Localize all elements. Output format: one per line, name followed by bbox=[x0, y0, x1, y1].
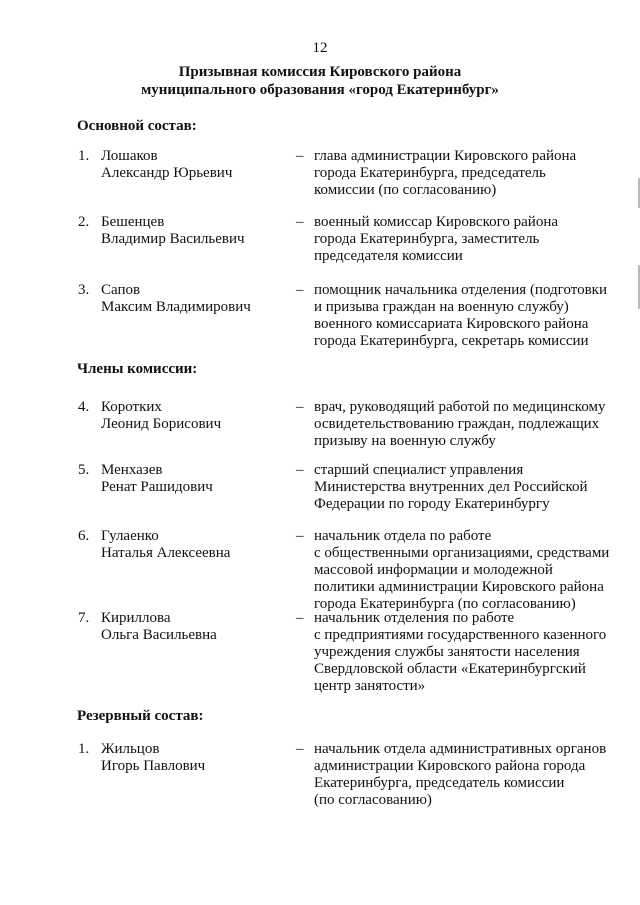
position-line: военный комиссар Кировского района bbox=[314, 214, 559, 230]
member-surname: Гулаенко bbox=[101, 528, 159, 544]
member-position bbox=[314, 741, 622, 809]
entry-dash: – bbox=[296, 610, 304, 626]
position-line: города Екатеринбурга (по согласованию) bbox=[314, 596, 576, 612]
title-line-1: Призывная комиссия Кировского района bbox=[178, 64, 462, 80]
position-line: администрации Кировского района города bbox=[314, 758, 586, 774]
member-name bbox=[101, 148, 232, 182]
member-surname: Бешенцев bbox=[101, 214, 165, 230]
section-main-heading: Основной состав: bbox=[77, 118, 197, 134]
member-surname: Коротких bbox=[101, 399, 162, 415]
member-position bbox=[314, 528, 622, 613]
member-position bbox=[314, 399, 622, 450]
member-name bbox=[101, 610, 217, 644]
member-surname: Менхазев bbox=[101, 462, 163, 478]
entry-number: 2. bbox=[78, 214, 90, 230]
position-line: Федерации по городу Екатеринбургу bbox=[314, 496, 550, 512]
position-line: и призыва граждан на военную службу) bbox=[314, 299, 569, 315]
entry-number: 6. bbox=[78, 528, 90, 544]
position-line: центр занятости» bbox=[314, 678, 426, 694]
position-line: города Екатеринбурга, заместитель bbox=[314, 231, 540, 247]
entry-dash: – bbox=[296, 214, 304, 230]
position-line: начальник отделения по работе bbox=[314, 610, 515, 626]
entry-dash: – bbox=[296, 399, 304, 415]
entry-number: 7. bbox=[78, 610, 90, 626]
section-reserve-heading: Резервный состав: bbox=[77, 708, 204, 724]
position-line: политики администрации Кировского района bbox=[314, 579, 604, 595]
member-position bbox=[314, 148, 622, 199]
page-number: 12 bbox=[312, 40, 328, 56]
entry-number: 3. bbox=[78, 282, 90, 298]
member-surname: Лошаков bbox=[101, 148, 158, 164]
entry-dash: – bbox=[296, 148, 304, 164]
member-given-names: Наталья Алексеевна bbox=[101, 545, 231, 561]
member-name bbox=[101, 741, 205, 775]
entry-dash: – bbox=[296, 462, 304, 478]
member-name bbox=[101, 282, 251, 316]
position-line: военного комиссариата Кировского района bbox=[314, 316, 589, 332]
member-position bbox=[314, 214, 622, 265]
member-given-names: Владимир Васильевич bbox=[101, 231, 245, 247]
section-members-heading: Члены комиссии: bbox=[77, 361, 198, 377]
position-line: Екатеринбурга, председатель комиссии bbox=[314, 775, 565, 791]
member-position bbox=[314, 282, 622, 350]
member-position bbox=[314, 462, 622, 513]
member-surname: Сапов bbox=[101, 282, 141, 298]
position-line: освидетельствованию граждан, подлежащих bbox=[314, 416, 600, 432]
position-line: врач, руководящий работой по медицинскому bbox=[314, 399, 606, 415]
entry-dash: – bbox=[296, 282, 304, 298]
member-given-names: Ольга Васильевна bbox=[101, 627, 217, 643]
position-line: массовой информации и молодежной bbox=[314, 562, 553, 578]
position-line: учреждения службы занятости населения bbox=[314, 644, 580, 660]
member-given-names: Максим Владимирович bbox=[101, 299, 251, 315]
position-line: с общественными организациями, средствами bbox=[314, 545, 610, 561]
entry-number: 4. bbox=[78, 399, 90, 415]
member-given-names: Александр Юрьевич bbox=[101, 165, 233, 181]
position-line: старший специалист управления bbox=[314, 462, 524, 478]
member-name bbox=[101, 214, 245, 248]
member-name bbox=[101, 399, 221, 433]
member-position bbox=[314, 610, 622, 695]
position-line: комиссии (по согласованию) bbox=[314, 182, 497, 198]
position-line: с предприятиями государственного казенного bbox=[314, 627, 607, 643]
member-surname: Кириллова bbox=[101, 610, 171, 626]
position-line: призыву на военную службу bbox=[314, 433, 496, 449]
position-line: (по согласованию) bbox=[314, 792, 432, 808]
member-name bbox=[101, 462, 213, 496]
member-given-names: Леонид Борисович bbox=[101, 416, 222, 432]
position-line: Свердловской области «Екатеринбургский bbox=[314, 661, 586, 677]
position-line: города Екатеринбурга, секретарь комиссии bbox=[314, 333, 589, 349]
entry-dash: – bbox=[296, 528, 304, 544]
position-line: председателя комиссии bbox=[314, 248, 463, 264]
position-line: начальник отдела административных органов bbox=[314, 741, 607, 757]
member-surname: Жильцов bbox=[101, 741, 160, 757]
position-line: города Екатеринбурга, председатель bbox=[314, 165, 546, 181]
entry-number: 1. bbox=[78, 741, 90, 757]
entry-number: 1. bbox=[78, 148, 90, 164]
member-name bbox=[101, 528, 230, 562]
entry-number: 5. bbox=[78, 462, 90, 478]
position-line: начальник отдела по работе bbox=[314, 528, 492, 544]
entry-dash: – bbox=[296, 741, 304, 757]
position-line: глава администрации Кировского района bbox=[314, 148, 577, 164]
member-given-names: Ренат Рашидович bbox=[101, 479, 213, 495]
member-given-names: Игорь Павлович bbox=[101, 758, 206, 774]
title-line-2: муниципального образования «город Екатеринбург» bbox=[141, 82, 499, 98]
position-line: помощник начальника отделения (подготовки bbox=[314, 282, 607, 298]
position-line: Министерства внутренних дел Российской bbox=[314, 479, 588, 495]
